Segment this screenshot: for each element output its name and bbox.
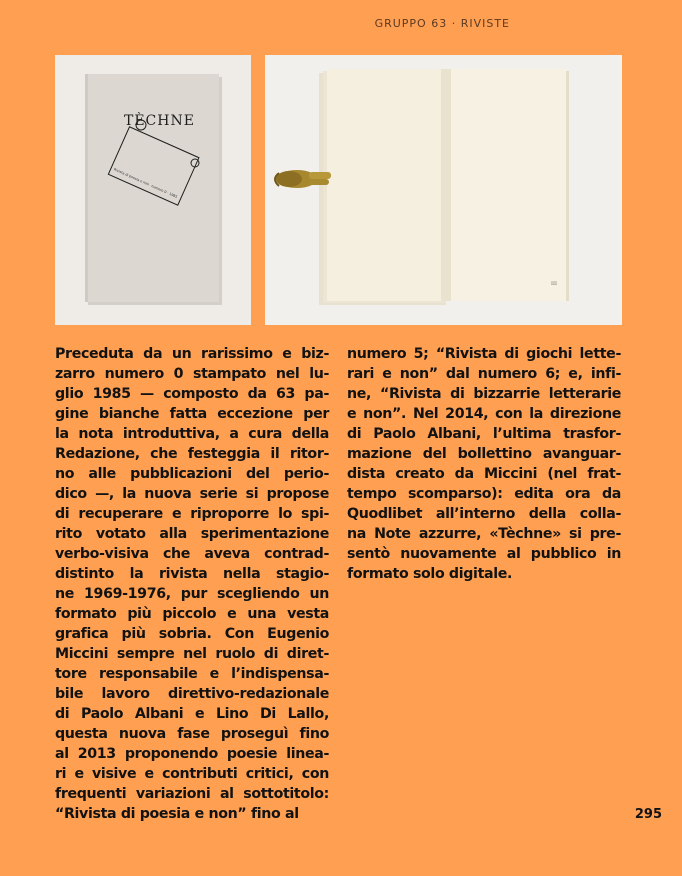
left-column-line: verbo-visiva che aveva contrad-: [55, 546, 329, 562]
left-column-line: ne 1969-1976, pur scegliendo un: [55, 586, 329, 602]
left-column-line: di recuperare e riproporre lo spi-: [55, 506, 329, 522]
photo-techne-open: [265, 55, 622, 325]
left-column-line: no alle pubblicazioni del perio-: [55, 466, 329, 482]
body-column-right: [347, 344, 621, 584]
left-column-line: Miccini sempre nel ruolo di diret-: [55, 646, 329, 662]
inner-page-number: III: [551, 281, 557, 287]
cover-title: TÈCHNE: [124, 113, 195, 129]
left-column-line: “Rivista di poesia e non” fino al: [55, 806, 299, 822]
right-column-line: na Note azzurre, «Tèchne» si pre-: [347, 526, 621, 542]
left-column-line: distinto la rivista nella stagio-: [55, 566, 329, 582]
cover-small-right: numero 0 · 1985: [150, 183, 178, 200]
right-column-line: tempo scomparso): edita ora da: [347, 486, 621, 502]
cover-small-left: Rivista di poesia e non: [113, 167, 150, 187]
left-column-line: ri e visive e contributi critici, con: [55, 766, 329, 782]
right-column-line: dista creato da Miccini (nel frat-: [347, 466, 621, 482]
right-column-line: sentò nuovamente al pubblico in: [347, 546, 621, 562]
right-column-line: mazione del bollettino avanguar-: [347, 446, 621, 462]
left-column-line: questa nuova fase proseguì fino: [55, 726, 329, 742]
left-column-line: glio 1985 — composto da 63 pa-: [55, 386, 329, 402]
running-head: GRUPPO 63 · RIVISTE: [374, 17, 510, 30]
booklet-cover-illustration: [55, 55, 251, 325]
left-column-line: Redazione, che festeggia il ritor-: [55, 446, 329, 462]
right-column-line: formato solo digitale.: [347, 566, 513, 582]
right-column-line: rari e non” dal numero 6; e, infi-: [347, 366, 621, 382]
body-column-left: [55, 344, 329, 824]
photo-techne-cover: [55, 55, 251, 325]
right-column-line: numero 5; “Rivista di giochi lette-: [347, 346, 621, 362]
left-column-line: grafica più sobria. Con Eugenio: [55, 626, 329, 642]
right-column-line: ne, “Rivista di bizzarrie letterarie: [347, 386, 621, 402]
left-column-line: formato più piccolo e una vesta: [55, 606, 329, 622]
left-column-line: rito votato alla sperimentazione: [55, 526, 329, 542]
left-column-line: al 2013 proponendo poesie linea-: [55, 746, 329, 762]
right-column-line: Quodlibet all’interno della colla-: [347, 506, 621, 522]
left-column-line: frequenti variazioni al sottotitolo:: [55, 786, 329, 802]
left-column-line: di Paolo Albani e Lino Di Lallo,: [55, 706, 329, 722]
left-column-line: la nota introduttiva, a cura della: [55, 426, 329, 442]
page-number: 295: [634, 807, 662, 822]
right-column-line: e non”. Nel 2014, con la direzione: [347, 406, 621, 422]
left-column-line: dico —, la nuova serie si propose: [55, 486, 329, 502]
left-column-line: zarro numero 0 stampato nel lu-: [55, 366, 329, 382]
left-column-line: gine bianche fatta eccezione per: [55, 406, 329, 422]
left-column-line: tore responsabile e l’indispensa-: [55, 666, 329, 682]
right-column-line: di Paolo Albani, l’ultima trasfor-: [347, 426, 621, 442]
left-column-line: Preceduta da un rarissimo e biz-: [55, 346, 329, 362]
left-column-line: bile lavoro direttivo-redazionale: [55, 686, 329, 702]
open-booklet-illustration: [265, 55, 622, 325]
